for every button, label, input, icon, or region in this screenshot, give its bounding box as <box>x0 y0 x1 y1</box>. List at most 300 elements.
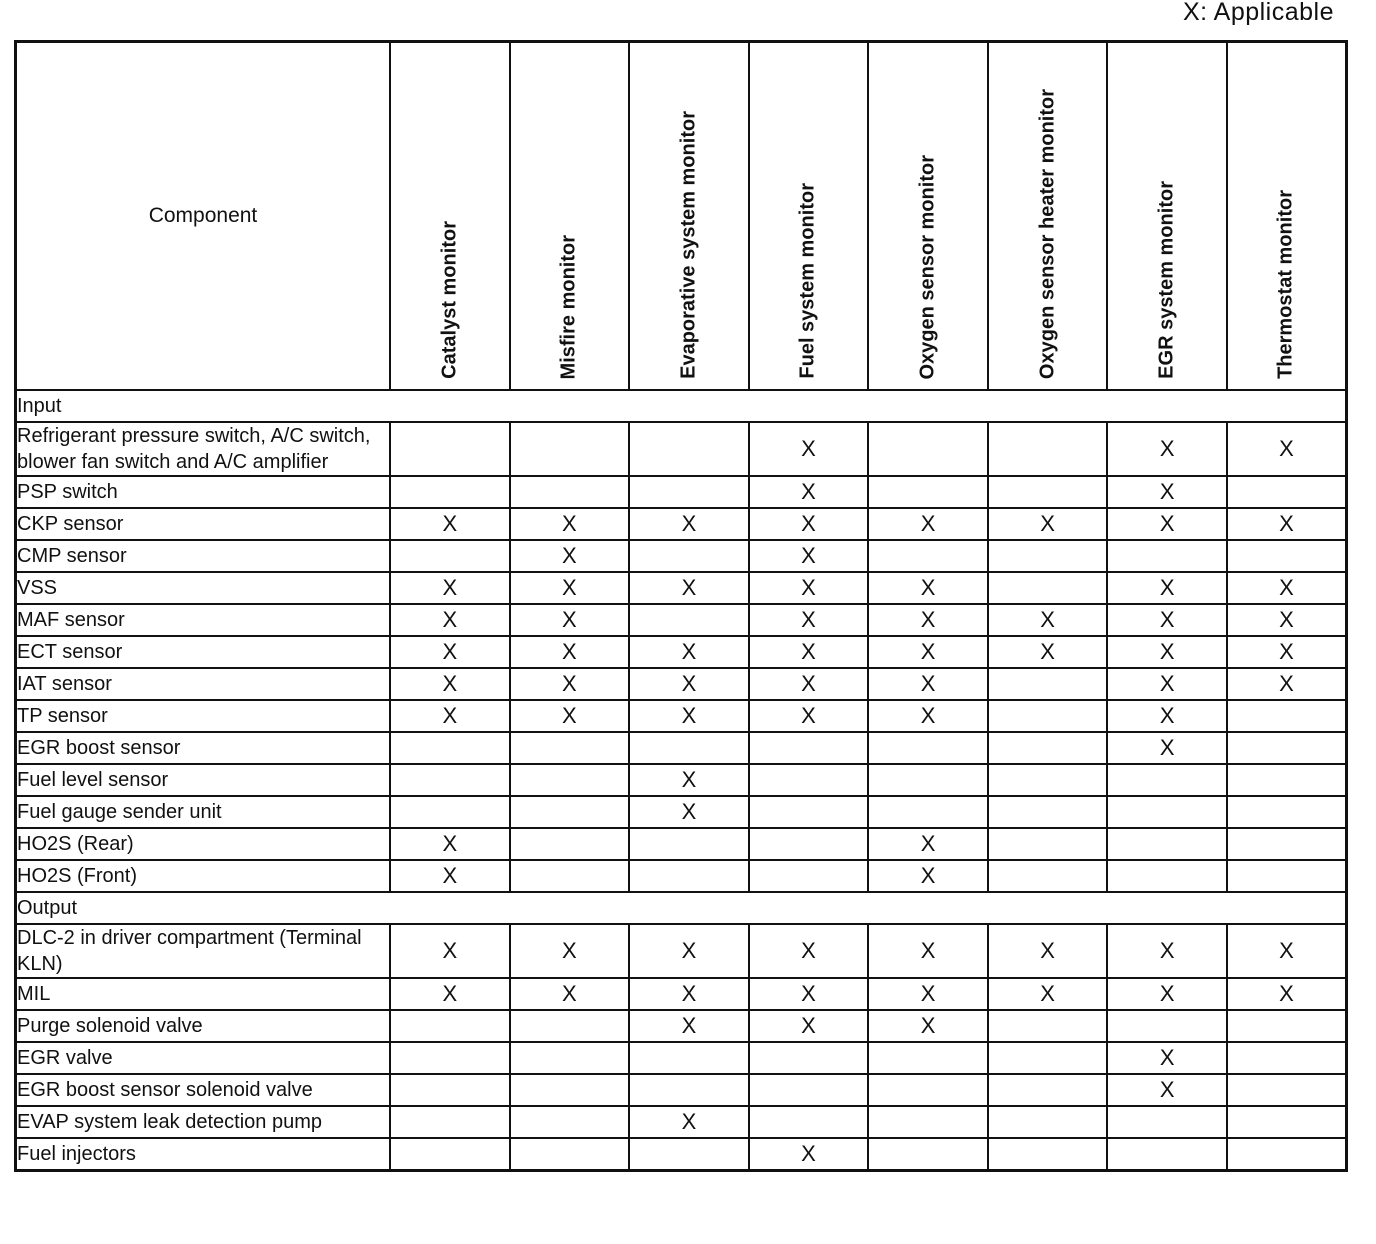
applicability-cell <box>868 572 988 604</box>
applicability-cell <box>749 1138 869 1170</box>
applicable-mark: X <box>1159 938 1175 963</box>
applicable-mark: X <box>1159 436 1175 461</box>
applicability-cell <box>510 1042 630 1074</box>
applicability-cell <box>629 476 749 508</box>
applicable-mark: X <box>562 511 577 536</box>
component-name: CKP sensor <box>16 508 391 540</box>
component-name: Fuel injectors <box>16 1138 391 1170</box>
applicability-cell <box>390 604 510 636</box>
applicability-cell <box>510 476 630 508</box>
applicability-cell <box>1107 508 1227 540</box>
applicability-cell <box>749 796 869 828</box>
applicability-cell <box>1227 700 1347 732</box>
applicable-mark: X <box>801 436 816 461</box>
component-name: EVAP system leak detection pump <box>16 1106 391 1138</box>
monitor-header-oxygen-sensor <box>868 42 988 391</box>
applicability-cell <box>629 732 749 764</box>
table-row <box>16 828 1347 860</box>
applicability-cell <box>510 700 630 732</box>
applicability-cell <box>510 1010 630 1042</box>
applicability-cell <box>749 508 869 540</box>
applicability-cell <box>1107 700 1227 732</box>
monitor-header-thermostat <box>1227 42 1347 391</box>
applicability-cell <box>1227 924 1347 978</box>
applicability-cell <box>1107 1074 1227 1106</box>
applicability-cell <box>629 1074 749 1106</box>
applicable-mark: X <box>920 981 936 1006</box>
applicability-cell <box>510 796 630 828</box>
applicability-cell <box>390 732 510 764</box>
applicability-cell <box>1107 422 1227 476</box>
applicability-cell <box>1227 860 1347 892</box>
applicable-mark: X <box>1040 639 1055 664</box>
applicability-cell <box>390 1010 510 1042</box>
applicable-mark: X <box>801 703 816 728</box>
applicability-cell <box>988 978 1108 1010</box>
monitor-label: Thermostat monitor <box>1274 190 1297 379</box>
section-row <box>16 390 1347 422</box>
applicability-cell <box>510 1138 630 1170</box>
table-row <box>16 668 1347 700</box>
applicability-cell <box>390 540 510 572</box>
applicability-cell <box>868 476 988 508</box>
applicability-cell <box>868 1074 988 1106</box>
applicable-mark: X <box>681 938 697 963</box>
component-name: VSS <box>16 572 391 604</box>
applicable-mark: X <box>801 543 816 568</box>
applicability-cell <box>749 636 869 668</box>
applicability-cell <box>868 732 988 764</box>
applicable-mark: X <box>1279 938 1294 963</box>
applicability-cell <box>868 924 988 978</box>
applicable-mark: X <box>920 703 936 728</box>
applicability-cell <box>390 1042 510 1074</box>
applicability-cell <box>510 422 630 476</box>
applicability-cell <box>510 732 630 764</box>
applicable-mark: X <box>442 703 458 728</box>
applicable-mark: X <box>442 981 458 1006</box>
applicability-cell <box>629 860 749 892</box>
applicability-cell <box>510 572 630 604</box>
applicability-cell <box>868 700 988 732</box>
table-row <box>16 476 1347 508</box>
applicability-cell <box>988 508 1108 540</box>
applicability-cell <box>390 668 510 700</box>
applicable-mark: X <box>801 1140 816 1166</box>
applicable-mark: X <box>801 479 816 504</box>
applicable-mark: X <box>681 1109 697 1134</box>
applicability-cell <box>629 604 749 636</box>
applicability-cell <box>988 540 1108 572</box>
applicable-mark: X <box>1040 607 1055 632</box>
applicability-cell <box>510 828 630 860</box>
applicability-cell <box>390 700 510 732</box>
applicability-cell <box>629 572 749 604</box>
applicable-mark: X <box>681 671 697 696</box>
applicability-cell <box>390 476 510 508</box>
applicability-cell <box>1107 604 1227 636</box>
applicable-mark: X <box>681 799 697 824</box>
table-row <box>16 1138 1347 1170</box>
applicability-cell <box>988 1010 1108 1042</box>
applicability-cell <box>749 668 869 700</box>
applicable-mark: X <box>681 981 697 1006</box>
applicable-mark: X <box>801 607 816 632</box>
applicability-cell <box>1227 668 1347 700</box>
applicability-cell <box>749 978 869 1010</box>
applicability-cell <box>510 508 630 540</box>
table-row <box>16 1042 1347 1074</box>
applicability-cell <box>749 764 869 796</box>
applicable-mark: X <box>801 938 816 963</box>
applicable-mark: X <box>442 938 458 963</box>
applicable-mark: X <box>920 607 936 632</box>
component-name: ECT sensor <box>16 636 391 668</box>
component-column-header: Component <box>16 42 391 391</box>
applicable-mark: X <box>801 639 816 664</box>
applicability-cell <box>1107 668 1227 700</box>
applicability-cell <box>988 732 1108 764</box>
applicability-cell <box>868 508 988 540</box>
applicability-cell <box>390 924 510 978</box>
applicable-mark: X <box>442 511 458 536</box>
applicability-cell <box>1107 764 1227 796</box>
applicable-mark: X <box>681 1013 697 1038</box>
applicable-mark: X <box>562 639 577 664</box>
applicable-mark: X <box>801 671 816 696</box>
applicability-cell <box>629 636 749 668</box>
applicable-mark: X <box>442 863 458 888</box>
monitor-label: Oxygen sensor heater monitor <box>1036 88 1059 379</box>
applicability-cell <box>868 796 988 828</box>
applicable-mark: X <box>1159 735 1175 760</box>
applicable-mark: X <box>920 639 936 664</box>
applicability-cell <box>1107 924 1227 978</box>
component-name: EGR boost sensor <box>16 732 391 764</box>
applicability-cell <box>1107 1106 1227 1138</box>
applicability-cell <box>1227 604 1347 636</box>
applicability-cell <box>749 732 869 764</box>
applicability-cell <box>749 828 869 860</box>
table-row <box>16 540 1347 572</box>
applicability-cell <box>1227 422 1347 476</box>
applicable-mark: X <box>1279 607 1294 632</box>
section-title: Output <box>16 892 1347 924</box>
applicability-cell <box>1227 540 1347 572</box>
applicable-mark: X <box>1279 639 1294 664</box>
applicability-cell <box>390 1106 510 1138</box>
applicability-cell <box>390 636 510 668</box>
applicability-cell <box>1227 764 1347 796</box>
applicable-mark: X <box>1159 607 1175 632</box>
applicable-mark: X <box>562 607 577 632</box>
applicability-cell <box>1227 1138 1347 1170</box>
table-row <box>16 796 1347 828</box>
applicable-mark: X <box>562 671 577 696</box>
applicability-cell <box>868 860 988 892</box>
table-row <box>16 636 1347 668</box>
applicability-cell <box>868 1010 988 1042</box>
applicability-cell <box>1227 1106 1347 1138</box>
applicability-cell <box>1107 860 1227 892</box>
applicability-cell <box>1107 572 1227 604</box>
applicable-mark: X <box>920 863 936 888</box>
applicable-mark: X <box>801 981 816 1006</box>
component-name: PSP switch <box>16 476 391 508</box>
applicability-cell <box>629 978 749 1010</box>
applicability-cell <box>629 1138 749 1170</box>
applicability-cell <box>1227 978 1347 1010</box>
applicability-cell <box>390 860 510 892</box>
applicability-cell <box>988 924 1108 978</box>
applicability-cell <box>1107 476 1227 508</box>
applicable-mark: X <box>562 543 577 568</box>
monitor-label: Oxygen sensor monitor <box>916 154 939 379</box>
applicability-cell <box>988 422 1108 476</box>
applicability-cell <box>1227 476 1347 508</box>
table-row <box>16 1074 1347 1106</box>
applicable-mark: X <box>442 671 458 696</box>
applicable-mark: X <box>1159 703 1175 728</box>
applicability-cell <box>390 1074 510 1106</box>
applicability-cell <box>868 1042 988 1074</box>
applicability-cell <box>510 604 630 636</box>
component-name: HO2S (Rear) <box>16 828 391 860</box>
applicability-cell <box>749 540 869 572</box>
applicability-cell <box>510 1106 630 1138</box>
component-name: MAF sensor <box>16 604 391 636</box>
applicability-cell <box>1227 1074 1347 1106</box>
applicability-cell <box>1107 796 1227 828</box>
applicability-cell <box>749 1106 869 1138</box>
applicable-mark: X <box>1159 639 1175 664</box>
applicability-cell <box>510 924 630 978</box>
table-row <box>16 1010 1347 1042</box>
applicability-cell <box>749 422 869 476</box>
applicability-cell <box>868 636 988 668</box>
applicability-cell <box>629 700 749 732</box>
applicable-mark: X <box>1159 981 1175 1006</box>
applicability-cell <box>868 1138 988 1170</box>
applicability-cell <box>988 1042 1108 1074</box>
applicable-mark: X <box>562 938 577 963</box>
applicable-mark: X <box>801 1013 816 1038</box>
applicability-cell <box>1107 636 1227 668</box>
applicable-mark: X <box>1279 436 1294 461</box>
applicability-cell <box>988 604 1108 636</box>
monitor-component-table <box>14 40 1348 1172</box>
applicability-cell <box>390 978 510 1010</box>
component-name: MIL <box>16 978 391 1010</box>
applicability-cell <box>749 924 869 978</box>
applicable-mark: X <box>1279 575 1294 600</box>
section-title: Input <box>16 390 1347 422</box>
applicability-cell <box>1107 1042 1227 1074</box>
applicability-cell <box>868 764 988 796</box>
applicability-cell <box>1227 1010 1347 1042</box>
applicability-cell <box>390 422 510 476</box>
applicable-mark: X <box>801 575 816 600</box>
applicability-cell <box>510 668 630 700</box>
applicable-mark: X <box>562 575 577 600</box>
component-name: CMP sensor <box>16 540 391 572</box>
applicability-cell <box>749 572 869 604</box>
applicability-cell <box>629 1042 749 1074</box>
table-row <box>16 978 1347 1010</box>
applicability-cell <box>988 1106 1108 1138</box>
applicability-cell <box>629 668 749 700</box>
applicability-cell <box>1227 1042 1347 1074</box>
applicability-cell <box>510 540 630 572</box>
applicable-mark: X <box>562 703 577 728</box>
applicability-cell <box>988 828 1108 860</box>
applicability-cell <box>868 1106 988 1138</box>
applicable-mark: X <box>1040 981 1055 1006</box>
applicability-cell <box>988 1074 1108 1106</box>
applicable-mark: X <box>1159 671 1175 696</box>
applicable-mark: X <box>442 831 458 856</box>
applicable-mark: X <box>920 671 936 696</box>
applicability-cell <box>629 764 749 796</box>
table-row <box>16 572 1347 604</box>
applicability-cell <box>629 508 749 540</box>
applicability-cell <box>510 764 630 796</box>
monitor-header-evaporative <box>629 42 749 391</box>
applicable-mark: X <box>562 981 577 1006</box>
applicability-cell <box>988 668 1108 700</box>
applicability-cell <box>988 572 1108 604</box>
applicable-mark: X <box>681 767 697 792</box>
applicability-cell <box>629 540 749 572</box>
component-name: IAT sensor <box>16 668 391 700</box>
applicability-cell <box>390 572 510 604</box>
applicability-cell <box>988 860 1108 892</box>
applicable-mark: X <box>920 1013 936 1038</box>
applicable-mark: X <box>681 639 697 664</box>
legend: X: Applicable <box>1182 0 1334 26</box>
monitor-header-fuel-system <box>749 42 869 391</box>
monitor-header-egr <box>1107 42 1227 391</box>
applicability-cell <box>1107 978 1227 1010</box>
applicability-cell <box>390 1138 510 1170</box>
applicability-cell <box>1107 828 1227 860</box>
applicability-cell <box>749 1074 869 1106</box>
applicability-cell <box>868 828 988 860</box>
component-name: Purge solenoid valve <box>16 1010 391 1042</box>
applicability-cell <box>629 1010 749 1042</box>
component-name: DLC-2 in driver compartment (Terminal KLN) <box>16 924 391 978</box>
applicability-cell <box>868 604 988 636</box>
applicable-mark: X <box>442 575 458 600</box>
applicability-cell <box>749 700 869 732</box>
applicable-mark: X <box>1279 671 1294 696</box>
table-row <box>16 604 1347 636</box>
applicability-cell <box>510 1074 630 1106</box>
applicability-cell <box>1227 796 1347 828</box>
table-row <box>16 764 1347 796</box>
applicability-cell <box>629 796 749 828</box>
applicability-cell <box>749 860 869 892</box>
applicability-cell <box>1107 732 1227 764</box>
applicability-cell <box>988 700 1108 732</box>
table-row <box>16 1106 1347 1138</box>
applicability-cell <box>988 636 1108 668</box>
monitor-label: Evaporative system monitor <box>677 111 700 379</box>
applicable-mark: X <box>681 511 697 536</box>
applicability-cell <box>749 604 869 636</box>
applicability-cell <box>390 828 510 860</box>
applicability-cell <box>390 764 510 796</box>
applicability-cell <box>390 796 510 828</box>
applicable-mark: X <box>681 703 697 728</box>
applicability-cell <box>629 1106 749 1138</box>
applicability-cell <box>1107 1138 1227 1170</box>
table-row <box>16 860 1347 892</box>
component-name: Refrigerant pressure switch, A/C switch, blower fan switch and A/C amplifier <box>16 422 391 476</box>
component-name: TP sensor <box>16 700 391 732</box>
applicability-cell <box>988 796 1108 828</box>
applicable-mark: X <box>442 639 458 664</box>
applicability-cell <box>629 422 749 476</box>
applicable-mark: X <box>1279 511 1294 536</box>
applicable-mark: X <box>1159 1077 1175 1102</box>
monitor-label: Catalyst monitor <box>438 221 461 379</box>
applicable-mark: X <box>1040 511 1055 536</box>
monitor-header-oxygen-heater <box>988 42 1108 391</box>
applicability-cell <box>1227 508 1347 540</box>
applicability-cell <box>510 636 630 668</box>
applicable-mark: X <box>920 938 936 963</box>
applicability-cell <box>868 978 988 1010</box>
table-row <box>16 732 1347 764</box>
applicability-cell <box>749 476 869 508</box>
table-row <box>16 700 1347 732</box>
applicability-cell <box>749 1042 869 1074</box>
applicability-cell <box>868 422 988 476</box>
component-name: HO2S (Front) <box>16 860 391 892</box>
applicable-mark: X <box>920 511 936 536</box>
table-row <box>16 422 1347 476</box>
header-row <box>16 42 1347 391</box>
applicability-cell <box>510 860 630 892</box>
applicability-cell <box>1227 636 1347 668</box>
applicable-mark: X <box>681 575 697 600</box>
monitor-header-catalyst <box>390 42 510 391</box>
applicable-mark: X <box>1159 511 1175 536</box>
monitor-header-misfire <box>510 42 630 391</box>
applicability-cell <box>749 1010 869 1042</box>
table-body <box>16 390 1347 1170</box>
applicable-mark: X <box>1159 479 1175 504</box>
applicability-cell <box>988 764 1108 796</box>
applicable-mark: X <box>801 511 816 536</box>
applicability-cell <box>988 1138 1108 1170</box>
applicability-cell <box>1227 572 1347 604</box>
section-row <box>16 892 1347 924</box>
monitor-label: Misfire monitor <box>557 234 580 379</box>
table-row <box>16 508 1347 540</box>
applicability-cell <box>1107 1010 1227 1042</box>
applicability-cell <box>510 978 630 1010</box>
applicability-cell <box>629 924 749 978</box>
applicable-mark: X <box>1159 1045 1175 1070</box>
applicability-cell <box>1107 540 1227 572</box>
component-name: Fuel gauge sender unit <box>16 796 391 828</box>
table-row <box>16 924 1347 978</box>
applicable-mark: X <box>442 607 458 632</box>
applicability-cell <box>629 828 749 860</box>
applicability-cell <box>390 508 510 540</box>
